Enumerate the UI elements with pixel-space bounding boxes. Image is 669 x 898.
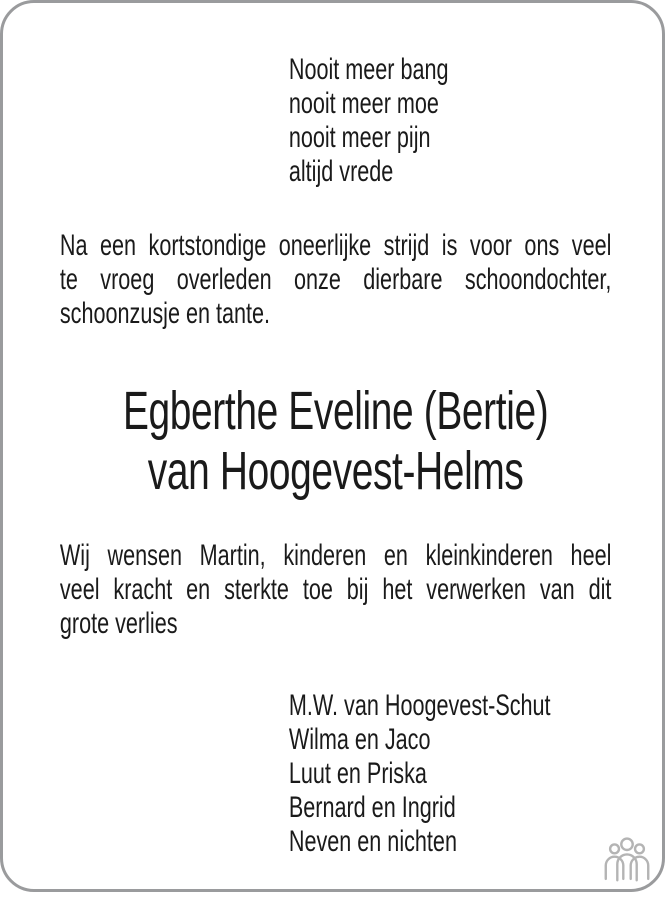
poem-line: altijd vrede <box>288 155 394 188</box>
announcement-line: te vroeg overleden onze dierbare schoondochter, <box>59 263 612 296</box>
condolence-line: grote verlies <box>59 607 178 640</box>
poem-line: nooit meer pijn <box>288 121 431 154</box>
signatory: Bernard en Ingrid <box>288 791 456 824</box>
signatories-list <box>289 689 612 859</box>
poem-line: nooit meer moe <box>288 87 439 120</box>
condolence-paragraph <box>60 539 612 641</box>
announcement-paragraph <box>60 229 612 331</box>
deceased-name-line-1: Egberthe Eveline (Bertie) <box>122 381 549 441</box>
family-icon <box>603 836 651 883</box>
announcement-line: Na een kortstondige oneerlijke strijd is voor ons veel <box>59 229 612 262</box>
signatory: Neven en nichten <box>288 825 457 858</box>
signatory: Wilma en Jaco <box>288 723 431 756</box>
obituary-content <box>3 53 665 859</box>
condolence-line: Wij wensen Martin, kinderen en kleinkinderen heel <box>59 539 612 572</box>
signatory: Luut en Priska <box>288 757 427 790</box>
poem-line: Nooit meer bang <box>288 53 449 86</box>
poem <box>289 53 612 189</box>
condolence-line: veel kracht en sterkte toe bij het verwerken van dit <box>59 573 612 606</box>
signatory: M.W. van Hoogevest-Schut <box>288 689 551 722</box>
announcement-line: schoonzusje en tante. <box>59 297 271 330</box>
deceased-name-line-2: van Hoogevest-Helms <box>147 441 524 501</box>
deceased-name <box>60 381 612 501</box>
